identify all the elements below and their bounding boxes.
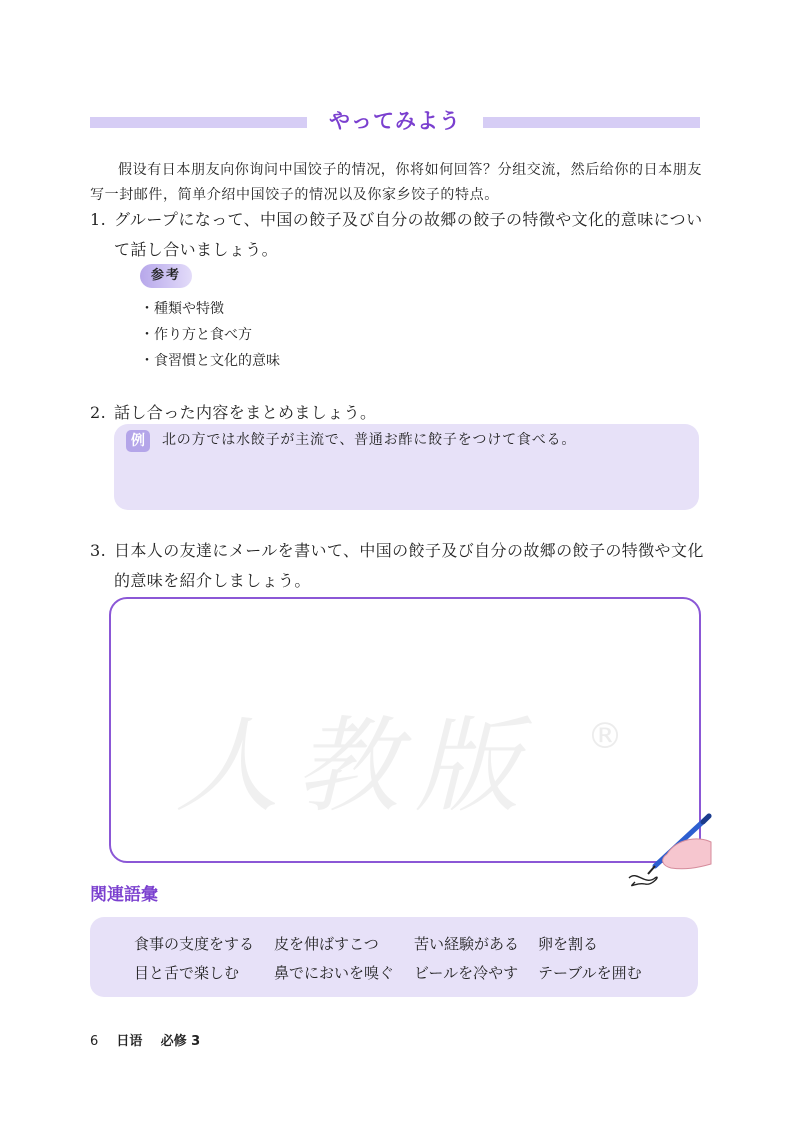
vocabulary-term: 苦い経験がある bbox=[414, 935, 520, 953]
publisher-watermark bbox=[175, 690, 635, 830]
vocabulary-term: ビールを冷やす bbox=[414, 964, 519, 982]
section-title: やってみよう bbox=[329, 109, 461, 133]
example-box bbox=[114, 424, 699, 510]
example-text: 北の方では水餃子が主流で、普通お酢に餃子をつけて食べる。 bbox=[162, 432, 577, 448]
page-footer bbox=[90, 1030, 214, 1049]
title-bar-left bbox=[90, 117, 307, 128]
watermark-registered-mark: ® bbox=[587, 716, 623, 757]
reference-badge: 参考 bbox=[140, 264, 192, 288]
vocabulary-term: 目と舌で楽しむ bbox=[134, 964, 240, 982]
vocabulary-row bbox=[134, 933, 658, 954]
page-number: 6 bbox=[90, 1034, 99, 1049]
task-text: グループになって、中国の餃子及び自分の故郷の餃子の特徴や文化的意味について話し合いましょう。 bbox=[114, 210, 703, 259]
book-volume: 必修 3 bbox=[160, 1034, 201, 1049]
title-bar-right bbox=[483, 117, 700, 128]
watermark-text: 人教版 bbox=[175, 705, 536, 827]
reference-point: ・食習慣と文化的意味 bbox=[140, 353, 280, 369]
task-number: 1. bbox=[90, 210, 107, 229]
task-number: 3. bbox=[90, 541, 107, 560]
vocabulary-term: 皮を伸ばすこつ bbox=[274, 935, 379, 953]
vocabulary-term: テーブルを囲む bbox=[538, 964, 642, 982]
task-item-3 bbox=[90, 536, 710, 596]
reference-point: ・作り方と食べ方 bbox=[140, 327, 252, 343]
task-text: 日本人の友達にメールを書いて、中国の餃子及び自分の故郷の餃子の特徴や文化的意味を紹介しましょう。 bbox=[114, 541, 704, 590]
vocabulary-title: 関連語彙 bbox=[90, 885, 158, 905]
task-item-1 bbox=[90, 205, 710, 265]
intro-paragraph: 假设有日本朋友向你询问中国饺子的情况，你将如何回答？分组交流，然后给你的日本朋友写一封邮件，简单介绍中国饺子的情况以及你家乡饺子的特点。 bbox=[90, 162, 702, 203]
reference-list bbox=[140, 296, 280, 374]
vocabulary-term: 食事の支度をする bbox=[134, 935, 255, 953]
reference-point: ・種類や特徴 bbox=[140, 301, 224, 317]
example-tag: 例 bbox=[126, 430, 150, 452]
writing-hand-icon bbox=[615, 808, 715, 890]
vocabulary-box bbox=[90, 917, 698, 997]
book-title: 日语 bbox=[116, 1034, 143, 1049]
vocabulary-term: 鼻でにおいを嗅ぐ bbox=[274, 964, 395, 982]
vocabulary-row bbox=[134, 962, 658, 983]
vocabulary-term: 卵を割る bbox=[538, 935, 599, 953]
task-text: 話し合った内容をまとめましょう。 bbox=[114, 403, 377, 422]
task-number: 2. bbox=[90, 403, 107, 422]
